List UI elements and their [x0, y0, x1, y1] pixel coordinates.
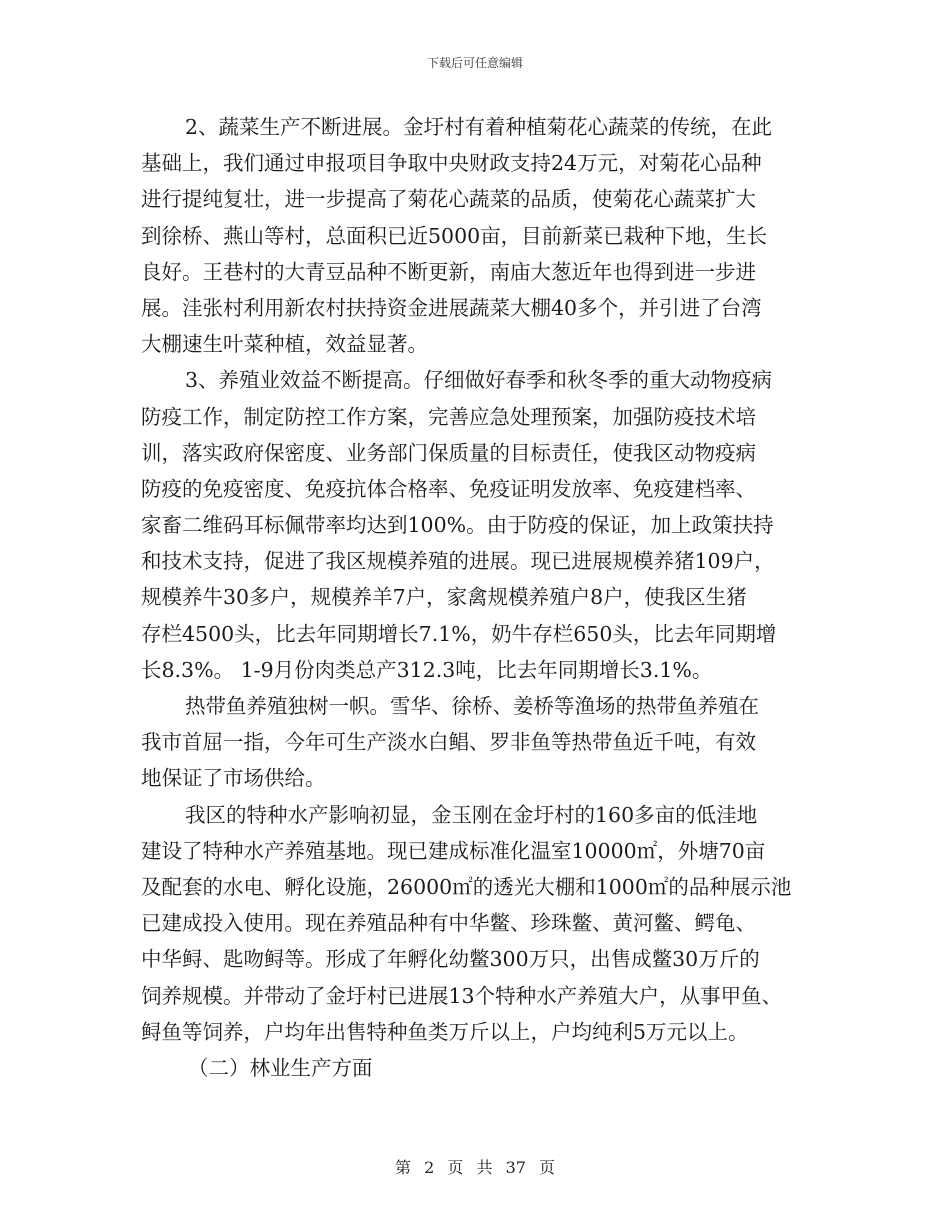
paragraph-line: 中华鲟、匙吻鲟等。形成了年孵化幼鳖300万只，出售成鳖30万斤的 [141, 947, 760, 972]
paragraph-line: 展。洼张村利用新农村扶持资金进展蔬菜大棚40多个，并引进了台湾 [141, 295, 762, 320]
page-footer [0, 1155, 950, 1178]
paragraph-line: 及配套的水电、孵化设施，26000㎡的透光大棚和1000㎡的品种展示池 [141, 874, 792, 899]
paragraph-line: 已建成投入使用。现在养殖品种有中华鳖、珍珠鳖、黄河鳖、鳄龟、 [141, 911, 756, 936]
document-body [141, 109, 813, 1086]
page-total-prefix: 共 [476, 1158, 493, 1177]
paragraph-line: 家畜二维码耳标佩带率均达到100%。由于防疫的保证，加上政策扶持 [141, 513, 774, 538]
page-number: 2 [424, 1158, 435, 1177]
paragraph-line: 防疫的免疫密度、免疫抗体合格率、免疫证明发放率、免疫建档率、 [141, 476, 756, 501]
paragraph-line: 建设了特种水产养殖基地。现已建成标准化温室10000㎡，外塘70亩 [141, 838, 766, 863]
page-header: 下载后可任意编辑 [426, 56, 523, 70]
paragraph-line: 我市首屈一指，今年可生产淡水白鲳、罗非鱼等热带鱼近千吨，有效 [141, 730, 756, 755]
paragraph-line: 规模养牛30多户，规模养羊7户，家禽规模养殖户8户，使我区生猪 [141, 585, 747, 610]
paragraph-line: 良好。王巷村的大青豆品种不断更新，南庙大葱近年也得到进一步进 [141, 259, 756, 284]
paragraph-line: 鲟鱼等饲养，户均年出售特种鱼类万斤以上，户均纯利5万元以上。 [141, 1019, 749, 1044]
paragraph-line: 长8.3%。 1-9月份肉类总产312.3吨，比去年同期增长3.1%。 [141, 657, 713, 682]
paragraph-line: 基础上，我们通过申报项目争取中央财政支持24万元，对菊花心品种 [141, 151, 762, 176]
total-pages: 37 [505, 1158, 526, 1177]
paragraph-line: 进行提纯复壮，进一步提高了菊花心蔬菜的品质，使菊花心蔬菜扩大 [141, 187, 756, 212]
paragraph-line: 2、蔬菜生产不断进展。金圩村有着种植菊花心蔬菜的传统，在此 [185, 115, 773, 139]
paragraph-line: 存栏4500头，比去年同期增长7.1%，奶牛存栏650头，比去年同期增 [141, 621, 777, 646]
paragraph-line: 3、养殖业效益不断提高。仔细做好春季和秋冬季的重大动物疫病 [185, 368, 773, 393]
paragraph-line: 到徐桥、燕山等村，总面积已近5000亩，目前新菜已栽种下地，生长 [141, 223, 768, 248]
paragraph-line: 和技术支持，促进了我区规模养殖的进展。现已进展规模养猪109户， [141, 549, 775, 574]
page-label-mid: 页 [447, 1158, 464, 1177]
paragraph-line: 热带鱼养殖独树一帜。雪华、徐桥、姜桥等渔场的热带鱼养殖在 [185, 694, 759, 718]
paragraph-line: 大棚速生叶菜种植，效益显著。 [141, 332, 428, 357]
page-label-suffix: 页 [539, 1158, 556, 1177]
paragraph-line: 饲养规模。并带动了金圩村已进展13个特种水产养殖大户，从事甲鱼、 [141, 983, 783, 1008]
section-heading: （二）林业生产方面 [188, 1055, 373, 1080]
paragraph-line: 地保证了市场供给。 [141, 766, 326, 791]
paragraph-line: 防疫工作，制定防控工作方案，完善应急处理预案，加强防疫技术培 [141, 404, 756, 429]
paragraph-line: 训，落实政府保密度、业务部门保质量的目标责任，使我区动物疫病 [141, 440, 756, 465]
paragraph-line: 我区的特种水产影响初显，金玉刚在金圩村的160多亩的低洼地 [185, 802, 758, 827]
page-label-prefix: 第 [394, 1158, 411, 1177]
